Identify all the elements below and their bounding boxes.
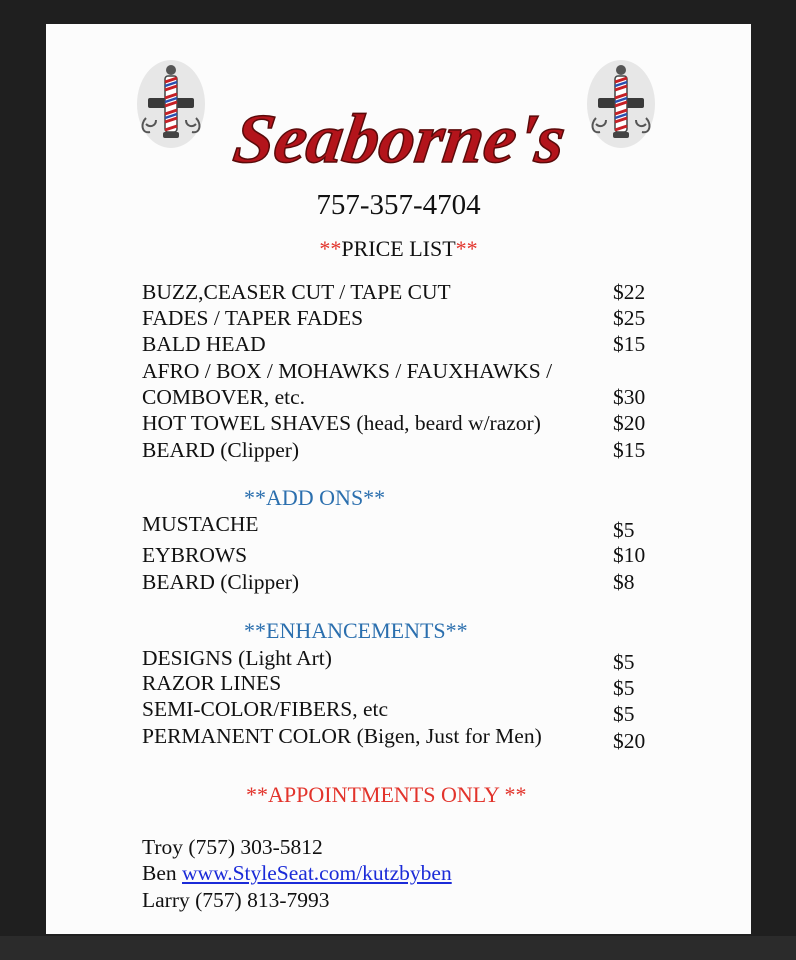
service-name: FADES / TAPER FADES	[142, 306, 364, 330]
add-on-name: EYBROWS	[142, 543, 248, 567]
service-name: BALD HEAD	[142, 332, 266, 356]
enhancement-price: $20	[613, 729, 646, 753]
add-on-name: BEARD (Clipper)	[142, 570, 300, 594]
price-list-heading: **PRICE LIST**	[319, 236, 478, 261]
price-list-sheet	[46, 24, 751, 934]
service-price: $20	[613, 411, 646, 435]
service-price: $15	[613, 332, 646, 356]
enhancement-name: RAZOR LINES	[142, 671, 282, 695]
add-on-price: $5	[613, 518, 635, 542]
add-ons-heading: **ADD ONS**	[244, 485, 386, 510]
service-name: HOT TOWEL SHAVES (head, beard w/razor)	[142, 411, 541, 435]
appointments-notice: **APPOINTMENTS ONLY **	[246, 782, 527, 807]
add-on-name: MUSTACHE	[142, 512, 259, 536]
styleseat-link[interactable]: www.StyleSeat.com/kutzbyben	[182, 861, 452, 885]
service-price: $25	[613, 306, 646, 330]
shop-phone: 757-357-4704	[316, 189, 481, 221]
service-price: $22	[613, 280, 646, 304]
barber-pole-emblem-icon	[132, 54, 210, 154]
bottom-bar	[0, 936, 796, 960]
service-name: BEARD (Clipper)	[142, 438, 300, 462]
service-name: AFRO / BOX / MOHAWKS / FAUXHAWKS /	[142, 359, 553, 383]
add-on-price: $8	[613, 570, 635, 594]
service-price: $15	[613, 438, 646, 462]
contact-ben-label: Ben	[142, 861, 183, 885]
service-price: $30	[613, 385, 646, 409]
enhancement-name: PERMANENT COLOR (Bigen, Just for Men)	[142, 724, 542, 748]
enhancements-heading: **ENHANCEMENTS**	[244, 618, 468, 643]
enhancement-name: DESIGNS (Light Art)	[142, 646, 332, 670]
contact-larry: Larry (757) 813-7993	[142, 888, 330, 912]
add-on-price: $10	[613, 543, 646, 567]
contact-troy: Troy (757) 303-5812	[142, 835, 323, 859]
brand-logo	[216, 94, 576, 184]
contact-ben	[142, 861, 452, 886]
service-name: COMBOVER, etc.	[142, 385, 306, 409]
brand-name: Seaborne's	[229, 100, 559, 178]
enhancement-price: $5	[613, 650, 635, 674]
enhancement-price: $5	[613, 676, 635, 700]
barber-pole-emblem-icon	[582, 54, 660, 154]
service-name: BUZZ,CEASER CUT / TAPE CUT	[142, 280, 451, 304]
enhancement-name: SEMI-COLOR/FIBERS, etc	[142, 697, 389, 721]
enhancement-price: $5	[613, 702, 635, 726]
